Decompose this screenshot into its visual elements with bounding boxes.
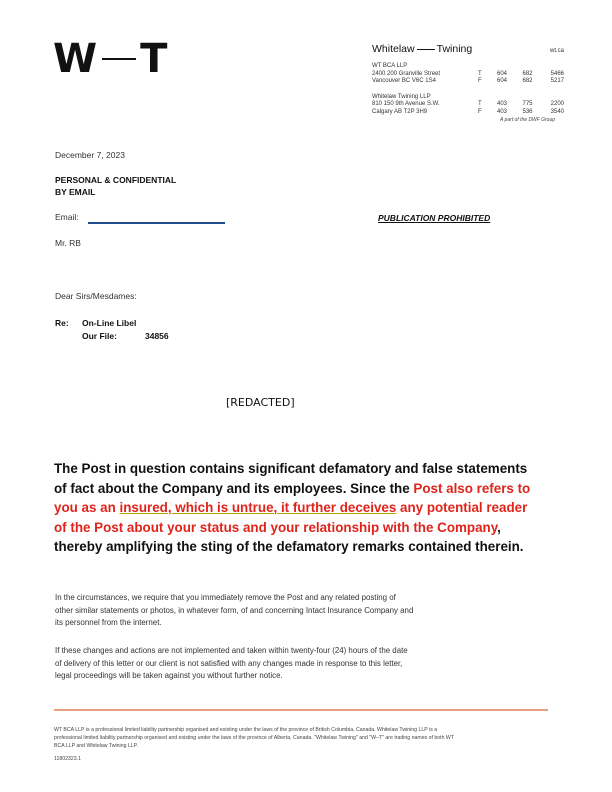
firm-website[interactable]: wt.ca — [549, 48, 564, 54]
file-label: Our File: — [82, 331, 117, 341]
logo-letter-t: T — [140, 36, 169, 82]
consequence-paragraph: If these changes and actions are not implemented and taken within twenty-four (24) hours of the date of delivery of this letter or our client is not satisfied with any changes made in response to this letter, legal proceedings will be taken against you without further notice. — [55, 646, 408, 680]
office-name: Whitelaw Twining LLP — [372, 93, 431, 100]
confidential-notice: PERSONAL & CONFIDENTIAL BY EMAIL — [55, 175, 177, 197]
firm-logo — [53, 36, 168, 82]
firm-contact-block — [372, 43, 564, 125]
email-redacted-line — [88, 222, 225, 224]
firm-name: Whitelaw Twining — [372, 43, 473, 55]
re-label: Re: — [55, 318, 69, 328]
dwf-group-note: A part of the DWF Group — [500, 117, 556, 123]
recipient-name: Mr. RB — [55, 238, 81, 248]
office-name: WT BCA LLP — [372, 63, 408, 69]
office-line: 2400 200 Granville Street T 604 682 5466 — [372, 70, 564, 77]
footer-divider — [54, 709, 548, 711]
salutation: Dear Sirs/Mesdames: — [55, 291, 137, 301]
email-label: Email: — [55, 212, 79, 222]
defamation-statement: The Post in question contains significant defamatory and false statements of fact about the Company and its employees. Since the Post also refers to you as an insured, which is untrue, it further deceives any potential reader of the Post about your status and your relationship with the Company, thereby amplifying the sting of the defamatory remarks contained therein. — [54, 461, 531, 554]
publication-prohibited-notice: PUBLICATION PROHIBITED — [378, 213, 491, 223]
file-number: 34856 — [145, 331, 169, 341]
logo-dash — [102, 58, 136, 60]
office-vancouver — [372, 63, 564, 86]
document-number: 11802323.1 — [54, 756, 82, 762]
office-line: Calgary AB T2P 3H9 F 403 536 3540 — [372, 108, 564, 115]
redacted-marker: [REDACTED] — [226, 396, 295, 409]
office-calgary — [372, 94, 564, 125]
re-subject: On-Line Libel — [82, 318, 137, 328]
office-line: Vancouver BC V6C 1S4 F 604 682 5217 — [372, 78, 564, 84]
letter-date: December 7, 2023 — [55, 150, 125, 160]
office-line: 810 150 9th Avenue S.W. T 403 775 2200 — [372, 101, 564, 107]
logo-letter-w: W — [53, 36, 99, 82]
delivery-method: BY EMAIL — [55, 187, 96, 197]
demand-paragraph: In the circumstances, we require that you immediately remove the Post and any related posting of other similar statements or photos, in whatever form, of and concerning Intact Insurance Company and its personnel from the internet. — [55, 593, 414, 627]
legal-footer: WT BCA LLP is a professional limited liability partnership organised and existing under the laws of the province of British Columbia, Canada. Whitelaw Twining LLP is a professional limited liability partnership organised and existing under the laws of the province of Alberta, Canada. "Whitelaw Twining" and "W–T" are trading names of both WT BCA LLP and Whitelaw Twining LLP. — [54, 727, 454, 749]
